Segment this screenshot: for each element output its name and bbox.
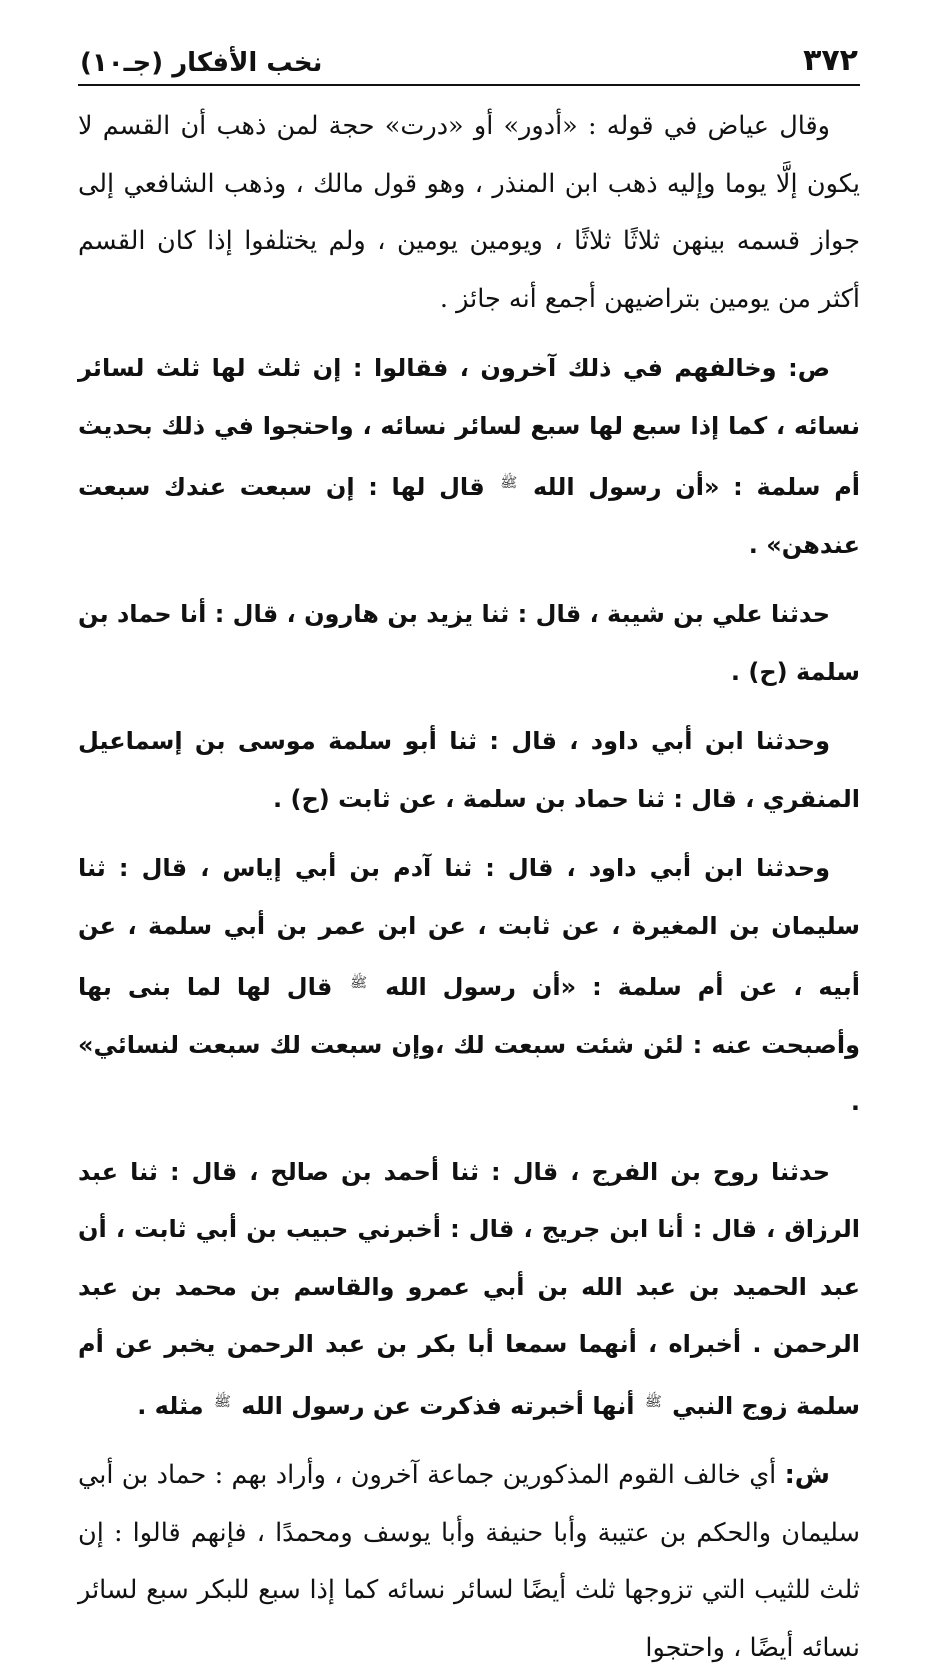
running-title: نخب الأفكار (جـ١٠) bbox=[80, 48, 323, 78]
paragraph-isnad-4 bbox=[78, 1144, 860, 1436]
page-number: ٣٧٢ bbox=[803, 43, 858, 78]
paragraph-sad-text bbox=[78, 340, 860, 574]
honorific-glyph: ﷺ bbox=[644, 1393, 662, 1410]
paragraph-text: حدثنا علي بن شيبة ، قال : ثنا يزيد بن هارون ، قال : أنا حماد بن سلمة (ح) . bbox=[78, 600, 860, 686]
section-label-sad: ص: bbox=[788, 354, 830, 382]
honorific-glyph: ﷺ bbox=[350, 975, 368, 991]
paragraph-text: وقال عياض في قوله : «أدور» أو «درت» حجة لمن ذهب أن القسم لا يكون إلَّا يوما وإليه ذهب ابن المنذر ، وهو قول مالك ، وذهب الشافعي إلى جواز قسمه بينهن ثلاثًا ثلاثًا ، ويومين يومين ، ولم يختلفوا إذا كان القسم أكثر من يومين بتراضيهن أجمع أنه جائز . bbox=[78, 111, 860, 314]
body-text bbox=[78, 98, 860, 1677]
section-label-shin: ش: bbox=[784, 1460, 830, 1490]
paragraph-text: أنها أخبرته فذكرت عن رسول الله bbox=[232, 1391, 643, 1420]
honorific-glyph: ﷺ bbox=[214, 1393, 231, 1410]
page-header bbox=[78, 38, 860, 86]
paragraph-isnad-3 bbox=[78, 840, 860, 1132]
paragraph-gap bbox=[78, 1132, 860, 1144]
paragraph-isnad-1 bbox=[78, 586, 860, 701]
paragraph-text: حدثنا روح بن الفرج ، قال : ثنا أحمد بن صالح ، قال : ثنا عبد الرزاق ، قال : أنا ابن جريج ، قال : أخبرني حبيب بن أبي ثابت ، أن عبد الحميد بن عبد الله بن أبي عمرو والقاسم بن محمد بن عبد الرحمن . أخبراه ، أنهما سمعا أبا بكر بن عبد الرحمن يخبر عن أم سلمة زوج النبي bbox=[78, 1157, 860, 1420]
paragraph-text: أي خالف القوم المذكورين جماعة آخرون ، وأراد بهم : حماد بن أبي سليمان والحكم بن عتيبة وأبا حنيفة وأبا يوسف ومحمدًا ، فإنهم قالوا : إن ثلث للثيب التي تزوجها ثلث أيضًا لسائر نسائه كما إذا سبع للبكر سبع لسائر نسائه أيضًا ، واحتجوا bbox=[78, 1460, 860, 1663]
honorific-glyph: ﷺ bbox=[500, 475, 518, 491]
paragraph-gap bbox=[78, 828, 860, 840]
paragraph-text: وحدثنا ابن أبي داود ، قال : ثنا أبو سلمة موسى بن إسماعيل المنقري ، قال : ثنا حماد بن سلمة ، عن ثابت (ح) . bbox=[78, 727, 860, 813]
paragraph-shin-commentary bbox=[78, 1447, 860, 1677]
paragraph-gap bbox=[78, 328, 860, 340]
paragraph-gap bbox=[78, 1435, 860, 1447]
paragraph-text: قال لها لما بنى بها وأصبحت عنه : لئن شئت سبعت لك ،وإن سبعت لك سبعت لنسائي» . bbox=[78, 973, 860, 1116]
paragraph-gap bbox=[78, 701, 860, 713]
paragraph-gap bbox=[78, 574, 860, 586]
paragraph-isnad-2 bbox=[78, 713, 860, 828]
paragraph-text: قال لها : إن سبعت عندك سبعت عندهن» . bbox=[78, 473, 860, 559]
paragraph-text: وحدثنا ابن أبي داود ، قال : ثنا آدم بن أبي إياس ، قال : ثنا سليمان بن المغيرة ، عن ثابت ، عن ابن عمر بن أبي سلمة ، عن أبيه ، عن أم سلمة : «أن رسول الله bbox=[78, 854, 861, 1001]
paragraph-text: وخالفهم في ذلك آخرون ، فقالوا : إن ثلث لها ثلث لسائر نسائه ، كما إذا سبع لها سبع لسائر نسائه ، واحتجوا في ذلك بحديث أم سلمة : «أن رسول الله bbox=[78, 354, 861, 501]
paragraph-iyad-commentary bbox=[78, 98, 860, 328]
paragraph-text: مثله . bbox=[137, 1391, 213, 1420]
